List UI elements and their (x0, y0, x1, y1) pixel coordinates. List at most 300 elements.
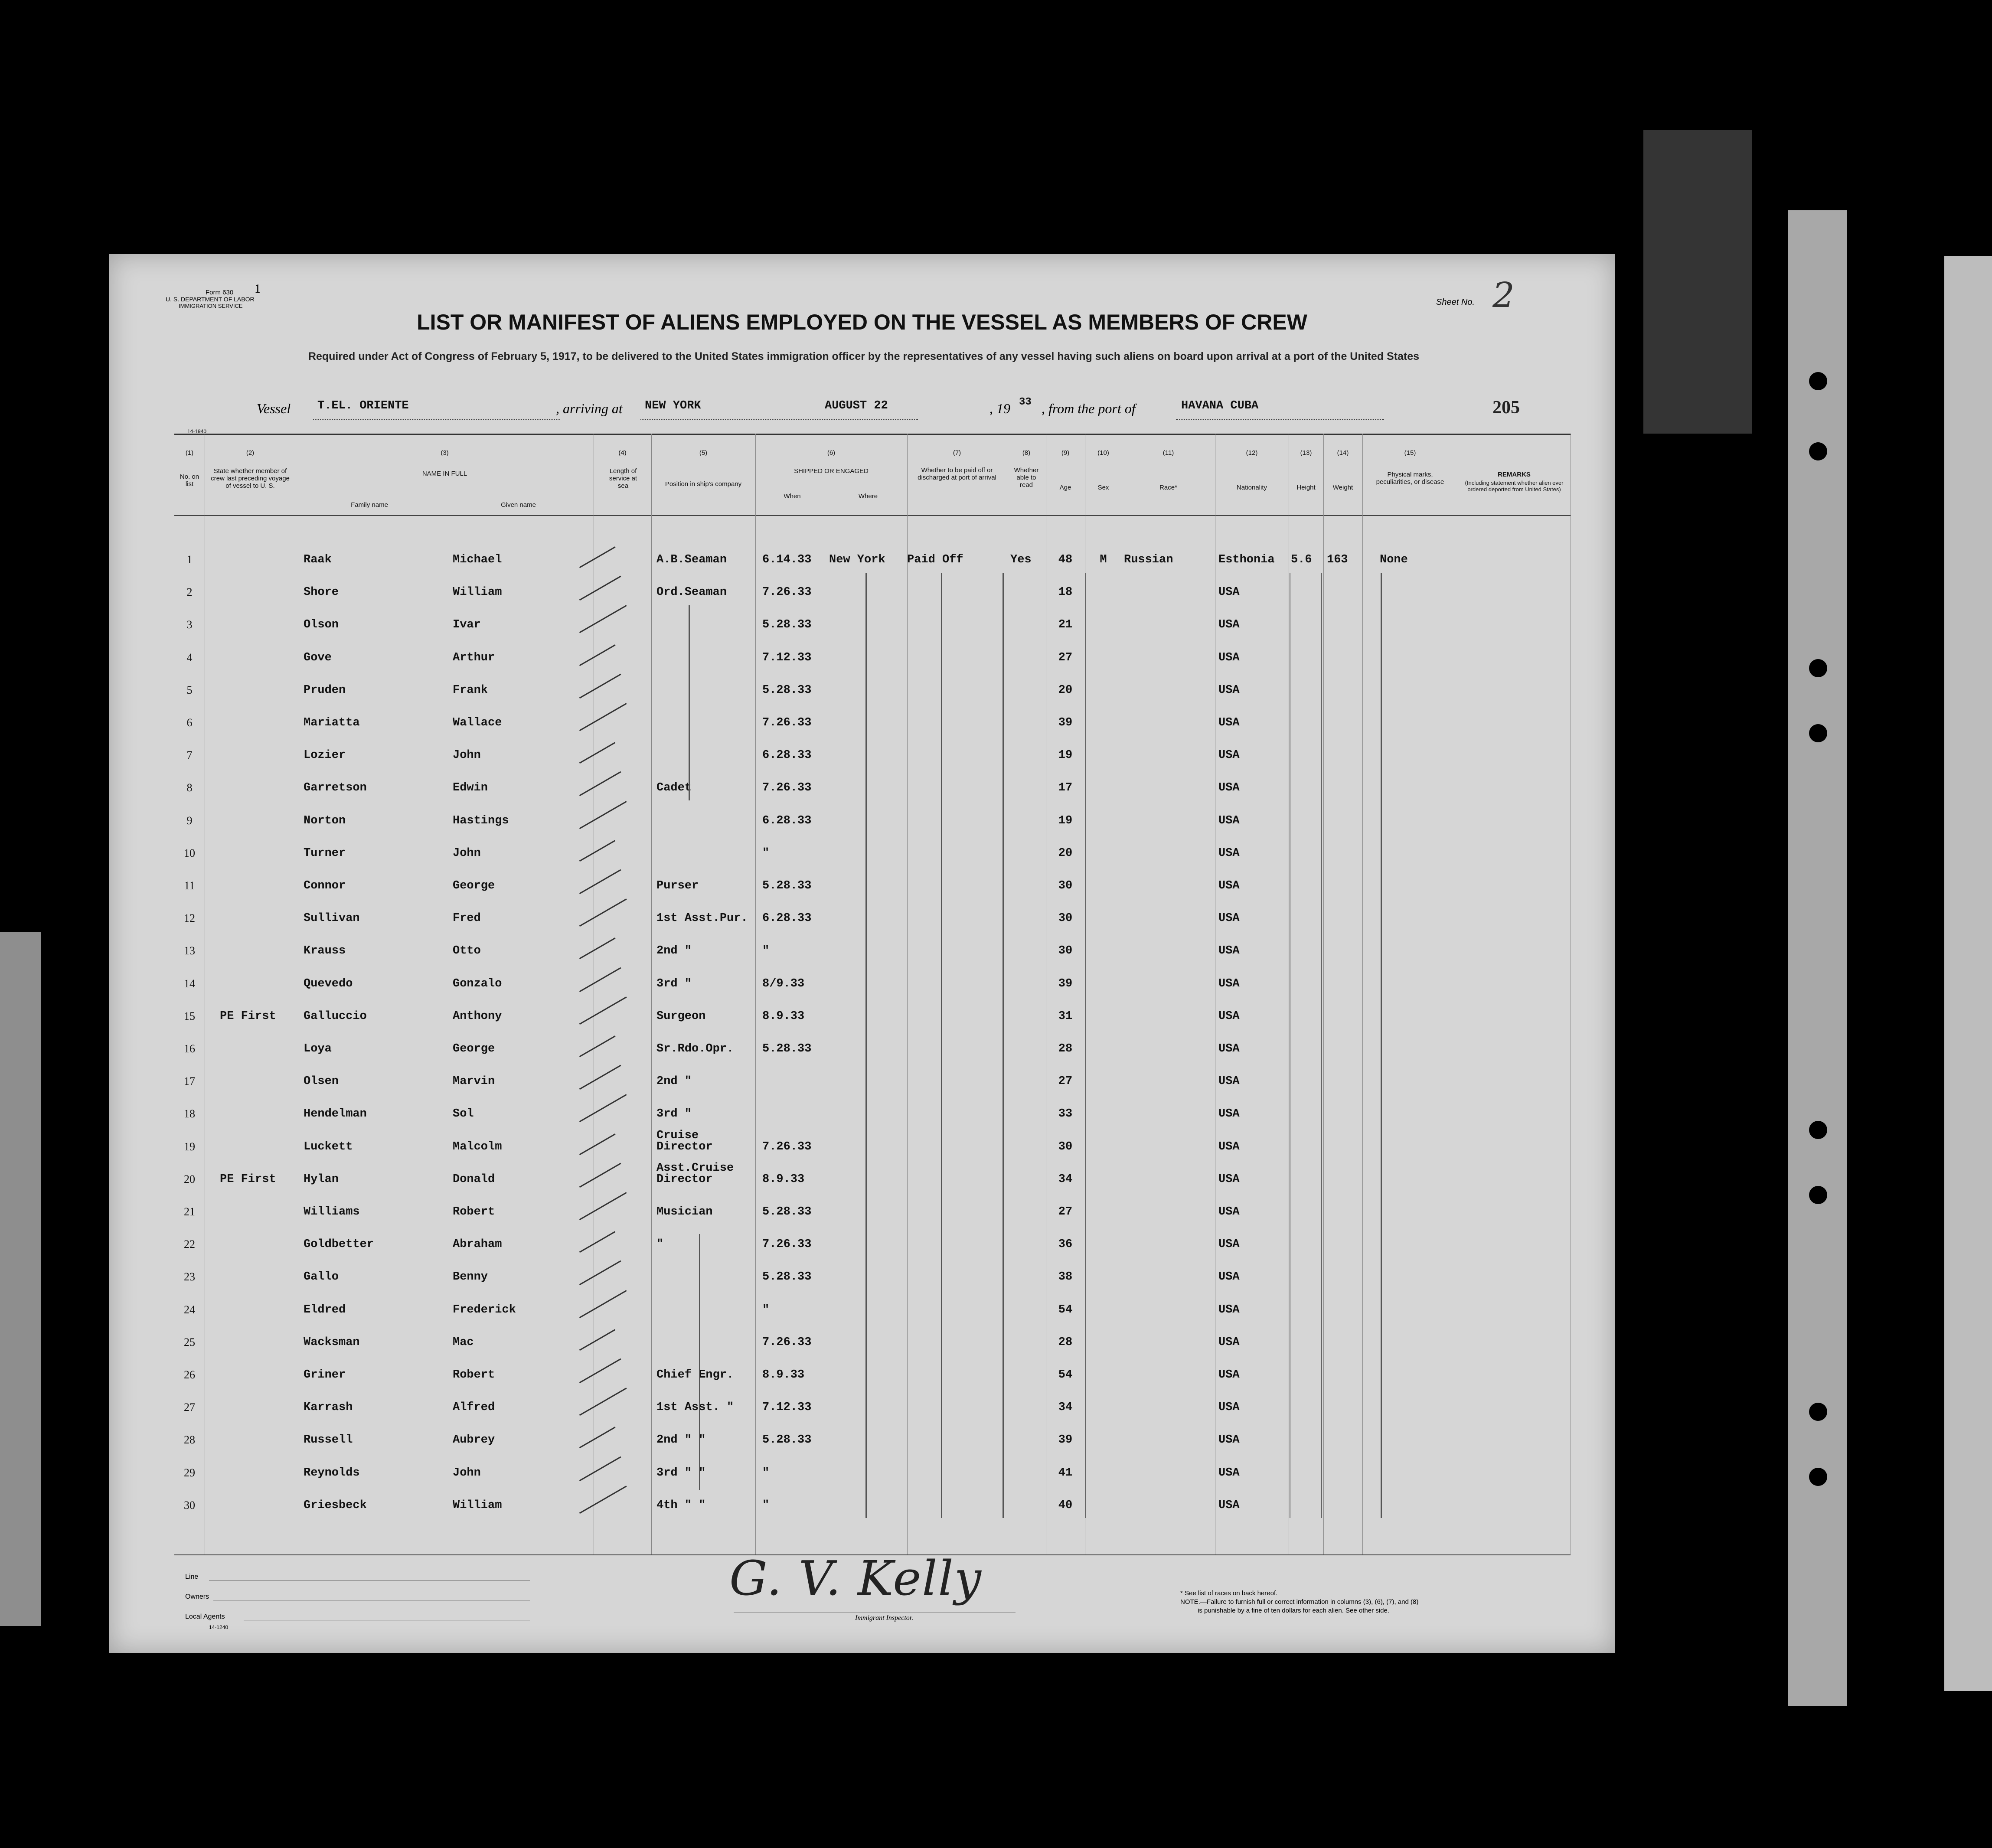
shipped-when: 8/9.33 (762, 977, 805, 990)
family-name: Eldred (304, 1303, 346, 1316)
nationality: USA (1218, 1009, 1240, 1023)
row-number: 13 (184, 944, 195, 957)
service-label: IMMIGRATION SERVICE (179, 303, 243, 309)
able-to-read: Yes (1010, 553, 1032, 566)
given-name: Ivar (453, 618, 481, 632)
age: 30 (1058, 944, 1073, 958)
given-name: Malcolm (453, 1140, 502, 1153)
vessel-label: Vessel (257, 401, 291, 416)
arriving-port: NEW YORK (645, 399, 701, 412)
service-check-mark (579, 1260, 626, 1294)
row-number: 4 (186, 651, 193, 664)
col12-num: (12) (1246, 449, 1258, 457)
col13-header: Height (1296, 484, 1316, 491)
age: 34 (1058, 1172, 1073, 1186)
col5-header: Position in ship's company (665, 480, 742, 488)
punch-hole (1809, 1403, 1827, 1421)
shipped-when: " (762, 1466, 770, 1479)
row-number: 28 (184, 1433, 195, 1446)
service-check-mark (579, 546, 620, 576)
nationality: USA (1218, 1075, 1240, 1088)
nationality: USA (1218, 1433, 1240, 1447)
nationality: USA (1218, 1205, 1240, 1218)
shipped-where: New York (829, 553, 885, 566)
shipped-when: 7.26.33 (762, 1140, 812, 1153)
shipped-when: 5.28.33 (762, 618, 812, 632)
nationality: USA (1218, 977, 1240, 990)
col8-header: Whether able to read (1014, 467, 1039, 489)
service-check-mark (579, 644, 620, 674)
col8-num: (8) (1022, 449, 1031, 457)
given-name: Donald (453, 1172, 495, 1186)
nationality: USA (1218, 846, 1240, 860)
age: 28 (1058, 1042, 1073, 1055)
col4-header: Length of service at sea (609, 467, 637, 490)
paid-off: Paid Off (907, 553, 963, 566)
given-name: William (453, 1499, 502, 1512)
given-name: Robert (453, 1368, 495, 1381)
given-name: Alfred (453, 1401, 495, 1414)
row-number: 24 (184, 1303, 195, 1316)
col6-header: SHIPPED OR ENGAGED (794, 467, 869, 475)
family-name: Goldbetter (304, 1238, 374, 1251)
age: 38 (1058, 1270, 1073, 1284)
service-check-mark (579, 1231, 620, 1261)
punch-hole (1809, 659, 1827, 677)
punch-hole (1809, 1121, 1827, 1139)
nationality: USA (1218, 618, 1240, 632)
shipped-when: 8.9.33 (762, 1009, 805, 1023)
given-name: Hastings (453, 814, 509, 827)
shipped-when: " (762, 944, 770, 958)
family-name: Griesbeck (304, 1499, 367, 1512)
nationality: USA (1218, 1499, 1240, 1512)
given-name: Robert (453, 1205, 495, 1218)
owners-label: Owners (185, 1593, 209, 1600)
age: 28 (1058, 1335, 1073, 1349)
col12-header: Nationality (1236, 484, 1267, 491)
given-name: Abraham (453, 1238, 502, 1251)
shipped-when: 7.26.33 (762, 781, 812, 795)
col3-num: (3) (441, 449, 449, 457)
family-name: Pruden (304, 683, 346, 697)
service-check-mark (579, 673, 626, 707)
position: Cadet (656, 781, 692, 795)
col4-num: (4) (618, 449, 627, 457)
shipped-when: 6.14.33 (762, 553, 812, 566)
age: 48 (1058, 553, 1073, 566)
family-name: Quevedo (304, 977, 353, 990)
weight: 163 (1327, 553, 1348, 566)
age: 27 (1058, 1075, 1073, 1088)
sheet-number: 2 (1492, 275, 1515, 315)
col2-header: State whether member of crew last preceding voyage of vessel to U. S. (211, 467, 290, 490)
col-sep (755, 434, 756, 1554)
page-number: 205 (1492, 398, 1520, 418)
col-sep (1323, 434, 1324, 1554)
given-name: Fred (453, 912, 481, 925)
row-number: 19 (184, 1140, 195, 1153)
service-check-mark (579, 801, 632, 837)
nationality: USA (1218, 944, 1240, 958)
ditto-stroke (1321, 573, 1322, 1518)
table-top-rule (174, 434, 1571, 435)
row-number: 22 (184, 1238, 195, 1251)
from-port-underline (1176, 419, 1384, 420)
row-number: 7 (186, 749, 193, 762)
family-name: Karrash (304, 1401, 353, 1414)
row-number: 21 (184, 1205, 195, 1218)
ditto-stroke (1381, 573, 1382, 1518)
family-name: Galluccio (304, 1009, 367, 1023)
given-name: John (453, 1466, 481, 1479)
family-name: Hylan (304, 1172, 339, 1186)
service-check-mark (579, 605, 632, 642)
age: 31 (1058, 1009, 1073, 1023)
nationality: USA (1218, 651, 1240, 664)
position: A.B.Seaman (656, 553, 727, 566)
family-name: Loya (304, 1042, 332, 1055)
position: 2nd " " (656, 1433, 706, 1447)
vessel-underline (313, 419, 560, 420)
position: 1st Asst.Pur. (656, 912, 748, 925)
row-number: 2 (186, 586, 193, 599)
service-check-mark (579, 1035, 620, 1065)
position: 2nd " (656, 1075, 692, 1088)
col5-num: (5) (699, 449, 708, 457)
service-check-mark (579, 869, 626, 903)
family-name: Griner (304, 1368, 346, 1381)
col-sep (1362, 434, 1363, 1554)
ditto-stroke (689, 605, 690, 800)
given-name: Gonzalo (453, 977, 502, 990)
service-check-mark (579, 1358, 626, 1392)
remarks-header: REMARKS (1498, 471, 1531, 478)
col14-num: (14) (1337, 449, 1349, 457)
sex: M (1100, 553, 1107, 566)
nationality: USA (1218, 1172, 1240, 1186)
inspector-signature: G. V. Kelly (729, 1551, 982, 1606)
line-label: Line (185, 1573, 199, 1580)
row-number: 30 (184, 1499, 195, 1512)
film-edge-dark (1643, 130, 1752, 434)
family-name: Russell (304, 1433, 353, 1447)
nationality: USA (1218, 1335, 1240, 1349)
given-name: Edwin (453, 781, 488, 795)
col6-num: (6) (827, 449, 836, 457)
col9-header: Age (1059, 484, 1071, 491)
shipped-when: 7.12.33 (762, 1401, 812, 1414)
col11-header: Race* (1159, 484, 1177, 491)
page-title: LIST OR MANIFEST OF ALIENS EMPLOYED ON THE VESSEL AS MEMBERS OF CREW (417, 310, 1307, 334)
col6-when-header: When (784, 493, 801, 500)
row-number: 16 (184, 1042, 195, 1055)
col3-given-header: Given name (501, 501, 536, 509)
shipped-when: " (762, 1499, 770, 1512)
service-check-mark (579, 840, 620, 870)
punch-hole (1809, 1186, 1827, 1204)
remarks-note: (Including statement whether alien ever ordered deported from United States) (1465, 480, 1564, 493)
penalty-note-2: is punishable by a fine of ten dollars for each alien. See other side. (1198, 1607, 1389, 1614)
races-note: * See list of races on back hereof. (1180, 1590, 1278, 1597)
service-check-mark (579, 1192, 632, 1228)
given-name: William (453, 586, 502, 599)
given-name: Benny (453, 1270, 488, 1284)
row-number: 6 (186, 716, 193, 729)
age: 18 (1058, 586, 1073, 599)
given-name: Aubrey (453, 1433, 495, 1447)
given-name: John (453, 749, 481, 762)
shipped-when: 5.28.33 (762, 1270, 812, 1284)
position: Purser (656, 879, 699, 892)
family-name: Gallo (304, 1270, 339, 1284)
nationality: USA (1218, 1368, 1240, 1381)
family-name: Hendelman (304, 1107, 367, 1121)
race: Russian (1124, 553, 1173, 566)
manifest-page (109, 254, 1615, 1653)
shipped-when: 5.28.33 (762, 1433, 812, 1447)
service-check-mark (579, 1133, 620, 1163)
shipped-when: 6.28.33 (762, 814, 812, 827)
ditto-stroke (941, 573, 942, 1518)
physical-marks: None (1380, 553, 1408, 566)
row-number: 18 (184, 1107, 195, 1120)
row-number: 1 (186, 553, 193, 566)
col15-num: (15) (1404, 449, 1416, 457)
col9-num: (9) (1061, 449, 1070, 457)
corner-mark: 1 (255, 282, 261, 296)
col2-num: (2) (246, 449, 255, 457)
family-name: Norton (304, 814, 346, 827)
service-check-mark (579, 996, 632, 1033)
age: 39 (1058, 716, 1073, 729)
service-check-mark (579, 967, 626, 1000)
shipped-when: 6.28.33 (762, 749, 812, 762)
given-name: Mac (453, 1335, 474, 1349)
ditto-stroke (1085, 573, 1086, 1518)
service-check-mark (579, 1329, 620, 1359)
nationality: USA (1218, 814, 1240, 827)
row-number: 8 (186, 781, 193, 794)
age: 20 (1058, 683, 1073, 697)
col14-header: Weight (1332, 484, 1353, 491)
ditto-stroke (1003, 573, 1004, 1518)
row-number: 23 (184, 1270, 195, 1283)
position: 3rd " (656, 977, 692, 990)
inspector-label: Immigrant Inspector. (855, 1614, 914, 1622)
age: 19 (1058, 749, 1073, 762)
col3-header: NAME IN FULL (422, 470, 467, 477)
agents-label: Local Agents (185, 1613, 225, 1620)
nationality: USA (1218, 1466, 1240, 1479)
row-number: 5 (186, 683, 193, 696)
family-name: Connor (304, 879, 346, 892)
nationality: USA (1218, 912, 1240, 925)
punch-hole (1809, 1468, 1827, 1486)
penalty-note-1: NOTE.—Failure to furnish full or correct information in columns (3), (6), (7), and (8) (1180, 1598, 1419, 1606)
nationality: USA (1218, 781, 1240, 795)
shipped-when: 7.26.33 (762, 1335, 812, 1349)
shipped-when: 8.9.33 (762, 1368, 805, 1381)
position: 3rd " (656, 1107, 692, 1121)
given-name: Frederick (453, 1303, 516, 1316)
family-name: Raak (304, 553, 332, 566)
age: 27 (1058, 651, 1073, 664)
ditto-stroke (699, 1234, 700, 1490)
given-name: Michael (453, 553, 502, 566)
col10-header: Sex (1097, 484, 1109, 491)
nationality: USA (1218, 716, 1240, 729)
previous-voyage: PE First (220, 1009, 276, 1023)
form-subtitle: Required under Act of Congress of February 5, 1917, to be delivered to the United States immigration officer by the representatives of any vessel having such aliens on board upon arrival at a port of the United States (308, 350, 1420, 362)
age: 19 (1058, 814, 1073, 827)
service-check-mark (579, 1456, 626, 1489)
year-value: 33 (1019, 396, 1032, 408)
row-number: 12 (184, 912, 195, 925)
position: 2nd " (656, 944, 692, 958)
row-number: 14 (184, 977, 195, 990)
position: Surgeon (656, 1009, 706, 1023)
age: 30 (1058, 912, 1073, 925)
col10-num: (10) (1097, 449, 1109, 457)
position: 4th " " (656, 1499, 706, 1512)
age: 36 (1058, 1238, 1073, 1251)
family-name: Wacksman (304, 1335, 360, 1349)
department-label: U. S. DEPARTMENT OF LABOR (166, 296, 255, 303)
position: Cruise Director (656, 1129, 713, 1153)
nationality: USA (1218, 1042, 1240, 1055)
form-number: Form 630 (206, 289, 234, 296)
position: Ord.Seaman (656, 586, 727, 599)
col-sep (651, 434, 652, 1554)
col11-num: (11) (1163, 449, 1174, 457)
nationality: USA (1218, 1401, 1240, 1414)
service-check-mark (579, 1427, 620, 1457)
col15-header: Physical marks, peculiarities, or disease (1376, 471, 1444, 486)
family-name: Olsen (304, 1075, 339, 1088)
age: 41 (1058, 1466, 1073, 1479)
row-number: 10 (184, 846, 195, 859)
age: 39 (1058, 977, 1073, 990)
ditto-stroke (865, 573, 867, 1518)
col1-header: No. on list (180, 473, 199, 488)
row-number: 15 (184, 1009, 195, 1022)
from-port-label: , from the port of (1042, 401, 1136, 416)
col13-num: (13) (1300, 449, 1312, 457)
age: 27 (1058, 1205, 1073, 1218)
row-number: 9 (186, 814, 193, 827)
shipped-when: 5.28.33 (762, 1205, 812, 1218)
shipped-when: 5.28.33 (762, 683, 812, 697)
shipped-when: 5.28.33 (762, 879, 812, 892)
col3-family-header: Family name (351, 501, 388, 509)
col6-where-header: Where (858, 493, 878, 500)
given-name: Frank (453, 683, 488, 697)
nationality: USA (1218, 683, 1240, 697)
height: 5.6 (1291, 553, 1312, 566)
age: 21 (1058, 618, 1073, 632)
given-name: Otto (453, 944, 481, 958)
service-check-mark (579, 703, 632, 739)
shipped-when: 7.12.33 (762, 651, 812, 664)
nationality: USA (1218, 1303, 1240, 1316)
position: " (656, 1238, 664, 1251)
row-number: 27 (184, 1401, 195, 1414)
age: 40 (1058, 1499, 1073, 1512)
position: 3rd " " (656, 1466, 706, 1479)
row-number: 25 (184, 1335, 195, 1348)
age: 30 (1058, 879, 1073, 892)
shipped-when: " (762, 1303, 770, 1316)
shipped-when: 7.26.33 (762, 1238, 812, 1251)
age: 34 (1058, 1401, 1073, 1414)
row-number: 17 (184, 1075, 195, 1088)
nationality: USA (1218, 749, 1240, 762)
family-name: Sullivan (304, 912, 360, 925)
service-check-mark (579, 938, 620, 968)
year-label: , 19 (989, 401, 1010, 416)
service-check-mark (579, 1162, 626, 1196)
family-name: Reynolds (304, 1466, 360, 1479)
col7-num: (7) (953, 449, 961, 457)
family-name: Turner (304, 846, 346, 860)
col1-num: (1) (185, 449, 194, 457)
position: 1st Asst. " (656, 1401, 734, 1414)
arrival-date: AUGUST 22 (825, 399, 888, 412)
punch-hole (1809, 724, 1827, 742)
shipped-when: 7.26.33 (762, 716, 812, 729)
age: 39 (1058, 1433, 1073, 1447)
film-strip-far-right (1944, 256, 1992, 1691)
previous-voyage: PE First (220, 1172, 276, 1186)
family-name: Garretson (304, 781, 367, 795)
row-number: 26 (184, 1368, 195, 1381)
family-name: Shore (304, 586, 339, 599)
shipped-when: " (762, 846, 770, 860)
age: 20 (1058, 846, 1073, 860)
form-code: 14-1940 (187, 428, 207, 434)
given-name: Arthur (453, 651, 495, 664)
vessel-name: T.EL. ORIENTE (317, 399, 409, 412)
family-name: Gove (304, 651, 332, 664)
form-code-footer: 14-1240 (209, 1624, 229, 1630)
service-check-mark (579, 1094, 632, 1131)
nationality: USA (1218, 1140, 1240, 1153)
age: 54 (1058, 1303, 1073, 1316)
given-name: Sol (453, 1107, 474, 1121)
from-port: HAVANA CUBA (1181, 399, 1259, 412)
given-name: Wallace (453, 716, 502, 729)
service-check-mark (579, 898, 632, 935)
col-sep (907, 434, 908, 1554)
given-name: George (453, 1042, 495, 1055)
service-check-mark (579, 576, 626, 609)
nationality: Esthonia (1218, 553, 1275, 566)
col7-header: Whether to be paid off or discharged at port of arrival (918, 467, 996, 481)
service-check-mark (579, 1290, 632, 1326)
row-number: 3 (186, 618, 193, 631)
position: Chief Engr. (656, 1368, 734, 1381)
position: Asst.Cruise Director (656, 1161, 734, 1186)
punch-hole (1809, 372, 1827, 390)
given-name: John (453, 846, 481, 860)
service-check-mark (579, 1486, 632, 1522)
given-name: Marvin (453, 1075, 495, 1088)
family-name: Lozier (304, 749, 346, 762)
service-check-mark (579, 1065, 626, 1098)
service-check-mark (579, 771, 626, 805)
sheet-label: Sheet No. (1436, 297, 1475, 307)
